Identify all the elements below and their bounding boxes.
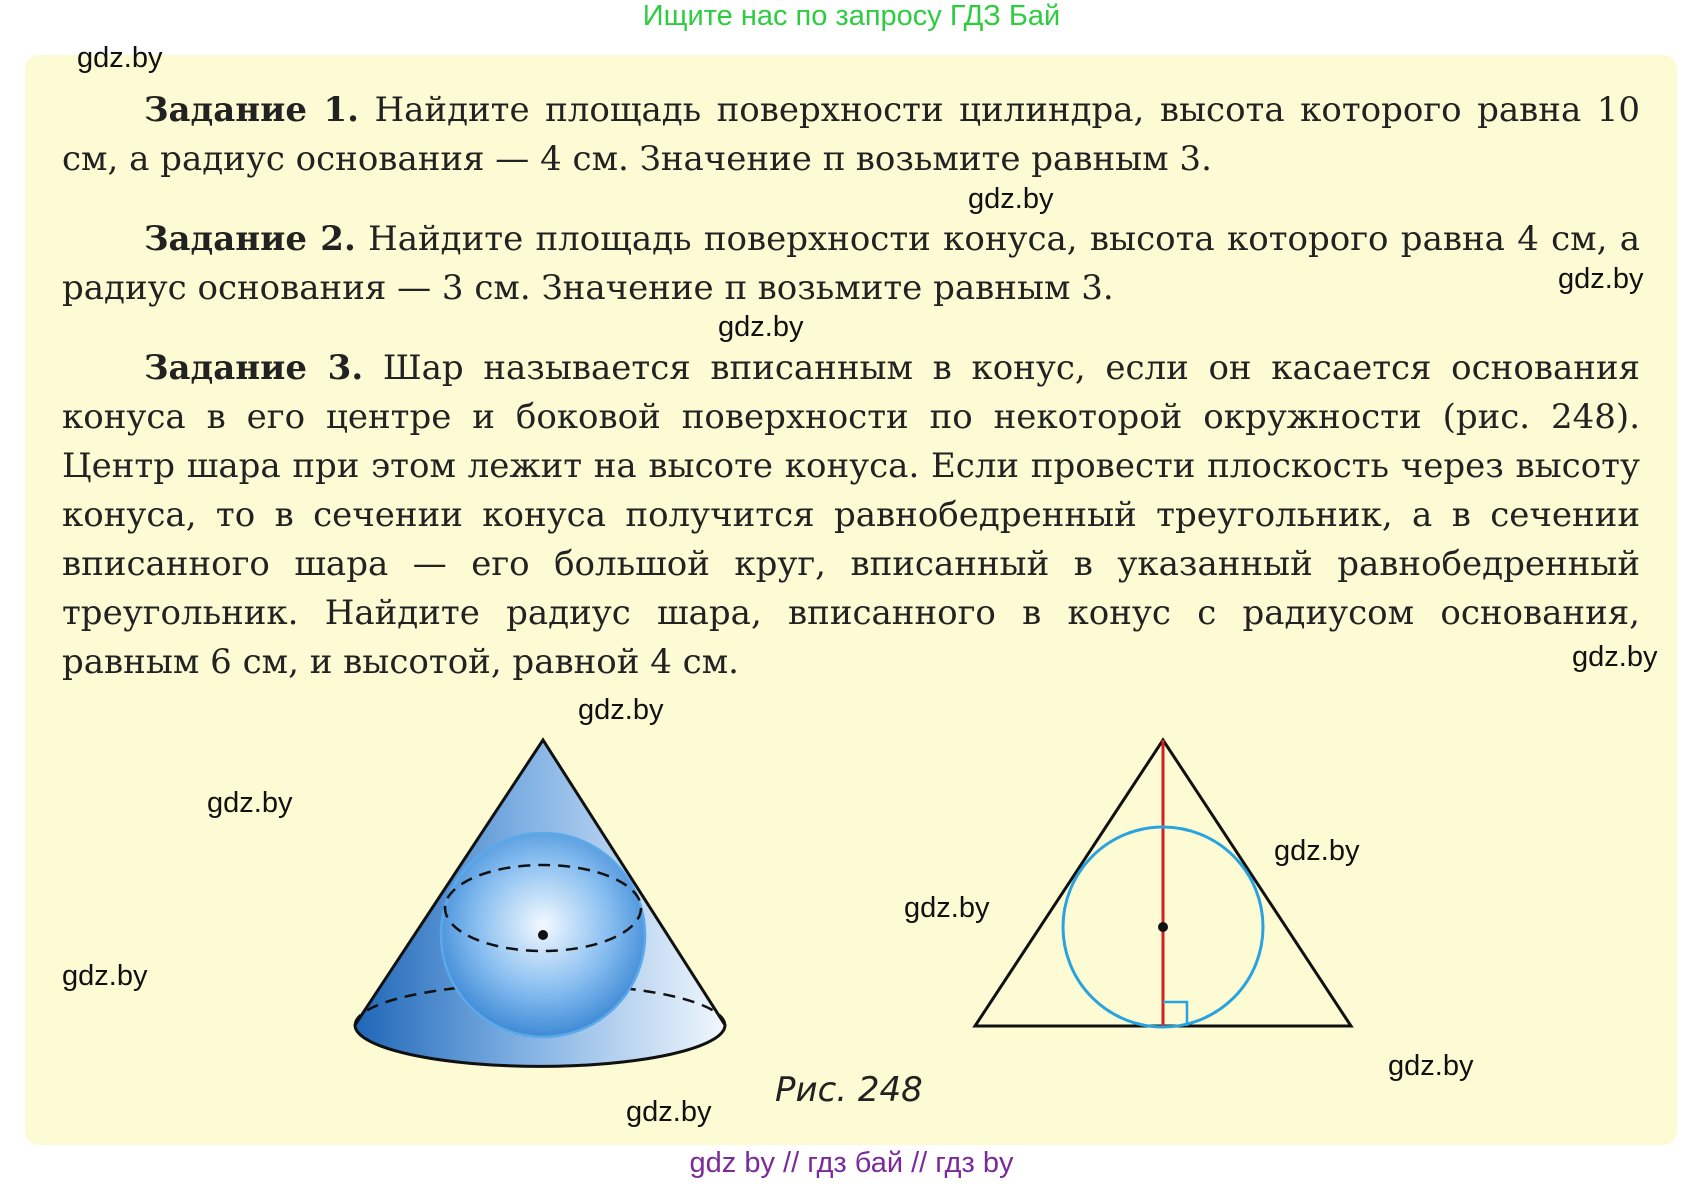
watermark: gdz.by xyxy=(968,183,1054,215)
watermark: gdz.by xyxy=(1274,835,1360,867)
triangle-section-figure xyxy=(965,720,1365,1040)
task-2-label: Задание 2. xyxy=(144,219,356,259)
task-2 xyxy=(62,215,1640,313)
cone-figure xyxy=(340,720,740,1080)
task-1-label: Задание 1. xyxy=(144,90,359,130)
task-1-text: Найдите площадь поверхности цилиндра, высота которого равна 10 см, а радиус основания — 4 см. Значение π возьмите равным 3. xyxy=(62,90,1640,179)
watermark: gdz.by xyxy=(904,892,990,924)
task-1 xyxy=(62,86,1640,184)
watermark: gdz.by xyxy=(1388,1050,1474,1082)
watermark: gdz.by xyxy=(1572,641,1658,673)
watermark: gdz.by xyxy=(77,42,163,74)
task-2-text: Найдите площадь поверхности конуса, высота которого равна 4 см, а радиус основания — 3 см. Значение π возьмите равным 3. xyxy=(62,219,1640,308)
watermark: gdz.by xyxy=(626,1096,712,1128)
task-3 xyxy=(62,344,1640,687)
figure-caption: Рис. 248 xyxy=(775,1070,923,1110)
task-3-label: Задание 3. xyxy=(144,348,364,388)
watermark: gdz.by xyxy=(62,960,148,992)
watermark: gdz.by xyxy=(718,311,804,343)
right-angle-mark xyxy=(1163,1002,1187,1026)
watermark: gdz.by xyxy=(207,787,293,819)
top-banner: Ищите нас по запросу ГДЗ Бай xyxy=(642,0,1061,32)
task-3-text: Шар называется вписанным в конус, если он касается основания конуса в его центре и боковой поверхности по некоторой окружности (рис. 248). Центр шара при этом лежит на высоте конуса. Если провести плоскость через высоту конуса, то в сечении конуса получится равнобедренный треугольник, а в сечении вписанного шара — его большой круг, вписанный в указанный равнобедренный треугольник. Найдите радиус шара, вписанного в конус с радиусом основания, равным 6 см, и высотой, равной 4 см. xyxy=(62,348,1640,682)
watermark: gdz.by xyxy=(578,694,664,726)
footer-links: gdz by // гдз бай // гдз by xyxy=(689,1147,1014,1179)
watermark: gdz.by xyxy=(1558,263,1644,295)
circle-center-dot xyxy=(1158,922,1168,932)
sphere-center-dot xyxy=(538,930,548,940)
